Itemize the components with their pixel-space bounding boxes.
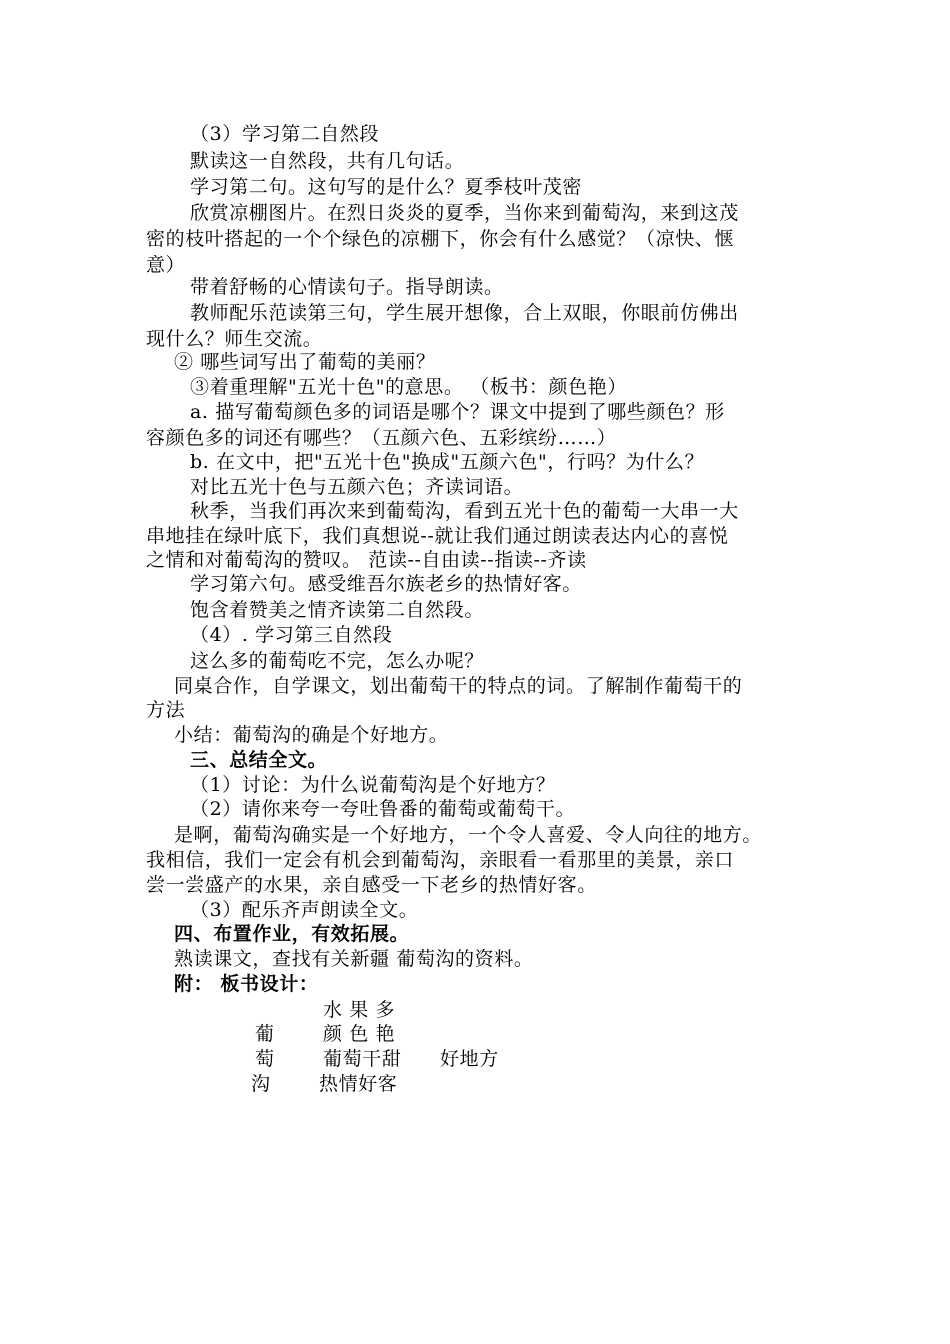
text-line: 这么多的葡萄吃不完，怎么办呢？: [190, 650, 485, 672]
text-line: 容颜色多的词还有哪些？（五颜六色、五彩缤纷……）: [146, 427, 617, 449]
text-line: 是啊，葡萄沟确实是一个好地方，一个令人喜爱、令人向往的地方。: [174, 824, 763, 846]
text-line: 学习第六句。感受维吾尔族老乡的热情好客。: [190, 573, 583, 595]
board-item: 水 果 多: [323, 999, 396, 1021]
text-line: 意）: [146, 254, 186, 276]
text-line: （4）. 学习第三自然段: [190, 624, 393, 646]
text-line: 饱含着赞美之情齐读第二自然段。: [190, 599, 485, 621]
board-title-char: 萄: [255, 1048, 275, 1070]
text-line: 方法: [146, 699, 186, 721]
board-design-label: 附： 板书设计：: [174, 973, 319, 995]
text-line: 现什么？师生交流。: [146, 328, 323, 350]
text-line: 默读这一自然段，共有几句话。: [190, 150, 465, 172]
text-line: ② 哪些词写出了葡萄的美丽？: [174, 351, 436, 373]
section-heading: 三、总结全文。: [190, 749, 328, 771]
text-line: （3）学习第二自然段: [190, 123, 380, 145]
text-line: a. 描写葡萄颜色多的词语是哪个？课文中提到了哪些颜色？形: [190, 401, 725, 423]
text-line: 串地挂在绿叶底下，我们真想说--就让我们通过朗读表达内心的喜悦: [146, 525, 729, 547]
text-line: 带着舒畅的心情读句子。指导朗读。: [190, 276, 504, 298]
board-title-char: 沟: [251, 1073, 271, 1095]
board-item: 热情好客: [319, 1073, 398, 1095]
text-line: 熟读课文，查找有关新疆 葡萄沟的资料。: [174, 948, 534, 970]
text-line: 秋季，当我们再次来到葡萄沟，看到五光十色的葡萄一大串一大: [190, 500, 739, 522]
text-line: 尝一尝盛产的水果，亲自感受一下老乡的热情好客。: [146, 874, 597, 896]
text-line: 密的枝叶搭起的一个个绿色的凉棚下，你会有什么感觉？（凉快、惬: [146, 228, 735, 250]
text-line: （3）配乐齐声朗读全文。: [190, 899, 419, 921]
text-line: ③着重理解"五光十色"的意思。 （板书：颜色艳）: [190, 376, 627, 398]
text-line: 教师配乐范读第三句，学生展开想像，合上双眼，你眼前仿佛出: [190, 302, 739, 324]
text-line: 我相信，我们一定会有机会到葡萄沟，亲眼看一看那里的美景，亲口: [146, 849, 735, 871]
text-line: b. 在文中，把"五光十色"换成"五颜六色"，行吗？为什么？: [190, 451, 705, 473]
text-line: 学习第二句。这句写的是什么？夏季枝叶茂密: [190, 176, 583, 198]
text-line: 欣赏凉棚图片。在烈日炎炎的夏季，当你来到葡萄沟，来到这茂: [190, 202, 739, 224]
text-line: 同桌合作，自学课文，划出葡萄干的特点的词。了解制作葡萄干的: [174, 675, 743, 697]
section-heading: 四、布置作业，有效拓展。: [174, 923, 410, 945]
text-line: （2）请你来夸一夸吐鲁番的葡萄或葡萄干。: [190, 798, 576, 820]
text-line: 之情和对葡萄沟的赞叹。 范读--自由读--指读--齐读: [146, 549, 587, 571]
board-item: 颜 色 艳: [323, 1023, 396, 1045]
text-line: 对比五光十色与五颜六色；齐读词语。: [190, 476, 524, 498]
board-summary: 好地方: [440, 1048, 499, 1070]
text-line: （1）讨论：为什么说葡萄沟是个好地方？: [190, 774, 556, 796]
board-title-char: 葡: [255, 1023, 275, 1045]
board-item: 葡萄干甜: [323, 1048, 402, 1070]
text-line: 小结：葡萄沟的确是个好地方。: [174, 724, 449, 746]
